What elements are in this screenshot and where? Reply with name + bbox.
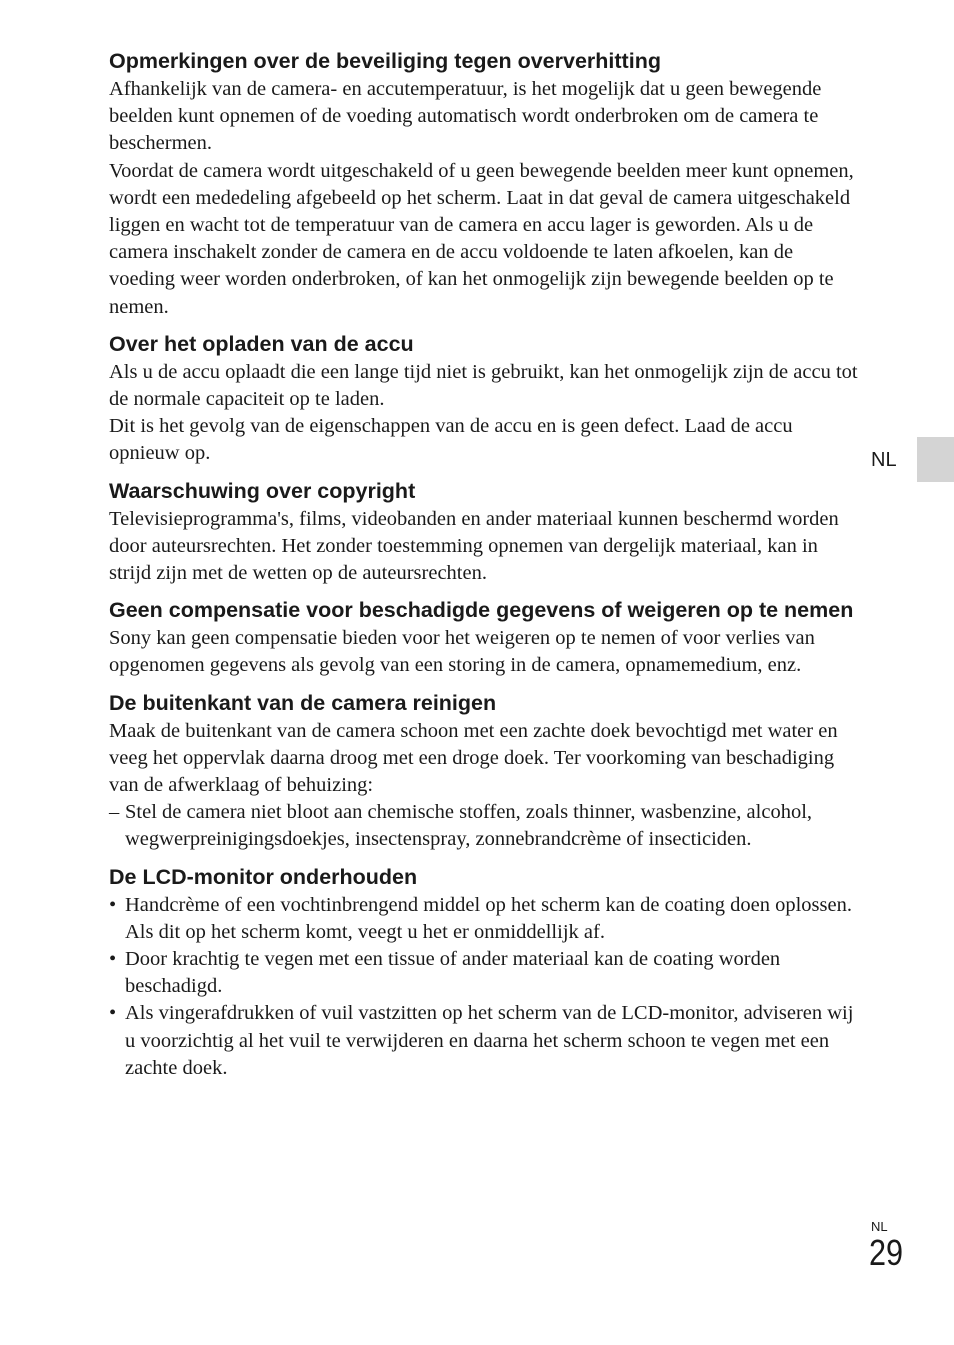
- section-heading: De LCD-monitor onderhouden: [109, 864, 418, 889]
- page-content: [109, 46, 861, 1090]
- paragraph: Als u de accu oplaadt die een lange tijd niet is gebruikt, kan het onmogelijk zijn de accu tot de normale capaciteit op te laden.: [109, 360, 858, 411]
- language-side-label: NL: [871, 449, 897, 471]
- list-item: [109, 946, 861, 1000]
- section-heading: De buitenkant van de camera reinigen: [109, 690, 497, 715]
- paragraph: Dit is het gevolg van de eigenschappen van de accu en is geen defect. Laad de accu opnieuw op.: [109, 415, 793, 465]
- list-item-text: Door krachtig te vegen met een tissue of ander materiaal kan de coating worden beschadigd.: [125, 948, 781, 998]
- list-item: [109, 892, 861, 946]
- section-heading: Waarschuwing over copyright: [109, 478, 416, 503]
- section-no-compensation: [109, 595, 861, 679]
- paragraph: Voordat de camera wordt uitgeschakeld of u geen bewegende beelden meer kunt opnemen, wordt een mededeling afgebeeld op het scherm. Laat in dat geval de camera uitgeschakeld liggen en wacht tot de temperatuur van de camera en accu lager is geworden. Als u de camera inschakelt zonder de camera en de accu voldoende te laten afkoelen, kan de voeding weer worden onderbroken, of kan het onmogelijk zijn bewegende beelden op te nemen.: [109, 159, 854, 318]
- paragraph: Televisieprogramma's, films, videobanden en ander materiaal kunnen beschermd worden door auteursrechten. Het zonder toestemming opnemen van dergelijk materiaal, kan in strijd zijn met de wetten op de auteursrechten.: [109, 507, 839, 585]
- list-item-text: Handcrème of een vochtinbrengend middel op het scherm kan de coating doen oplossen. Als dit op het scherm komt, veegt u het er onmiddellijk af.: [125, 893, 852, 943]
- list-item: [109, 1000, 861, 1082]
- footer-language: NL: [871, 1219, 888, 1234]
- language-side-tab: [917, 437, 954, 482]
- dash-list: [109, 799, 861, 853]
- page-number: 29: [869, 1232, 904, 1273]
- list-item: [109, 799, 861, 853]
- list-item-text: Stel de camera niet bloot aan chemische stoffen, zoals thinner, wasbenzine, alcohol, wegwerpreinigingsdoekjes, insectenspray, zonnebrandcrème of insecticiden.: [125, 801, 813, 851]
- paragraph: Maak de buitenkant van de camera schoon met een zachte doek bevochtigd met water en veeg het oppervlak daarna droog met een droge doek. Ter voorkoming van beschadiging van de afwerklaag of behuizing:: [109, 719, 838, 797]
- section-lcd-care: [109, 862, 861, 1082]
- section-heading: Over het opladen van de accu: [109, 331, 414, 356]
- list-item-text: Als vingerafdrukken of vuil vastzitten op het scherm van de LCD-monitor, adviseren wij u voorzichtig al het vuil te verwijderen en daarna het scherm schoon te vegen met een zachte doek.: [125, 1002, 854, 1079]
- paragraph: Sony kan geen compensatie bieden voor het weigeren op te nemen of voor verlies van opgenomen gegevens als gevolg van een storing in de camera, opnamemedium, enz.: [109, 627, 815, 677]
- section-copyright: [109, 476, 861, 588]
- section-overheating: [109, 46, 861, 321]
- section-cleaning-exterior: [109, 688, 861, 854]
- bullet-mark: •: [109, 948, 117, 971]
- bullet-mark: •: [109, 893, 117, 916]
- section-battery-charging: [109, 329, 861, 468]
- section-heading: Geen compensatie voor beschadigde gegevens of weigeren op te nemen: [109, 598, 854, 623]
- section-heading: Opmerkingen over de beveiliging tegen oververhitting: [109, 49, 661, 73]
- dash-mark: –: [109, 801, 120, 824]
- paragraph: Afhankelijk van de camera- en accutemperatuur, is het mogelijk dat u geen bewegende beelden kunt opnemen of de voeding automatisch wordt onderbroken om de camera te beschermen.: [109, 78, 822, 155]
- bullet-list: [109, 892, 861, 1082]
- bullet-mark: •: [109, 1002, 117, 1025]
